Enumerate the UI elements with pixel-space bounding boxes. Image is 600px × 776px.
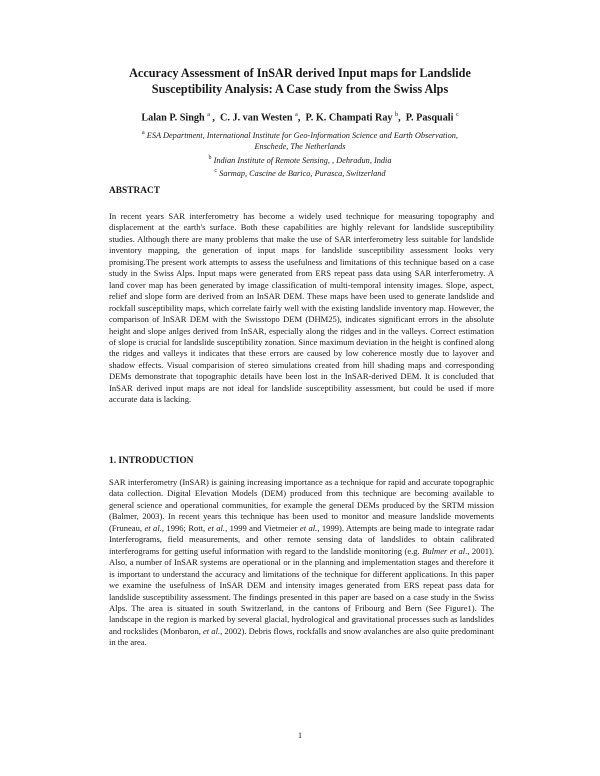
affiliation-c: $^c$ Sarmap, Cascine de Barico, Purasca, Switzerland [214, 168, 386, 178]
author-affiliation-mark: b [395, 112, 399, 118]
author-name: C. J. van Westen [220, 112, 293, 124]
title-line-1: Accuracy Assessment of InSAR derived Input maps for Landslide [129, 66, 471, 80]
affiliation-b: $^b$ Indian Institute of Remote Sensing, , Dehradun, India [208, 154, 392, 165]
author-list: Lalan P. Singh $^a$ , C. J. van Westen $^a$, P. K. Champati Ray $^b$, P. Pasquali $^c$ [141, 112, 459, 124]
introduction-heading: 1. INTRODUCTION [109, 456, 194, 466]
author-affiliation-mark: a [295, 112, 298, 118]
author-name: Lalan P. Singh [141, 112, 205, 124]
affiliations [90, 128, 510, 179]
abstract-heading: ABSTRACT [109, 186, 161, 196]
author-affiliation-mark: a [207, 112, 210, 118]
paper-title [80, 66, 520, 97]
page-number: 1 [297, 730, 303, 740]
abstract-body: In recent years SAR interferometry has become a widely used technique for measuring topography and displacement at the earth's surface. Both these capabilities are highly relevant for landslide susceptibility studies. Although there are many problems that make the use of SAR interferometry less suitable for landslide inventory mapping, the generation of input maps for landslide susceptibility assessment looks very promising.The present work attempts to assess the usefulness and limitations of this technique based on a case study in the Swiss Alps. Input maps were generated from ERS repeat pass data using SAR interferometry. A land cover map has been generated by image classification of multi-temporal intensity images. Slope, aspect, relief and slope form are derived from an InSAR DEM. These maps have been used to generate landslide and rockfall susceptibility maps, which correlate fairly well with the existing landslide inventory map. However, the comparison of InSAR DEM with the Swisstopo DEM (DHM25), indicates significant errors in the absolute height and slope anlges derived from InSAR, especially along the ridges and in the valleys. Correct estimation of slope is crucial for landslide susceptibility zonation. Since maximum deviation in the height is confined along the ridges and valleys it indicates that these errors are caused by low coherence mostly due to layover and shadow effects. Visual comparision of stereo simulations created from hill shading maps and corresponding DEMs demonstrate that topographic details have been lost in the InSAR-derived DEM. It is concluded that InSAR derived input maps are not ideal for landslide susceptibility assessment, but could be used if more accurate data is lacking. [109, 211, 494, 405]
introduction-body: SAR interferometry (InSAR) is gaining increasing importance as a technique for rapid and accurate topographic data collection. Digital Elevation Models (DEM) produced from this technique are becoming available to general science and operational communities, for example the general DEMs produced by the SRTM mission (Balmer, 2003). In recent years this technique has been used to monitor and measure landslide movements (Fruneau, et al., 1996; Rott, et al., 1999 and Vietmeier et al., 1999). Attempts are being made to integrate radar Interferograms, field measurements, and other remote sensing data of landslides to obtain calibrated interferograms for getting useful information with regard to the landslide monitoring (e.g. Bulmer et al., 2001). Also, a number of InSAR systems are operational or in the planning and implementation stages and therefore it is important to understand the accuracy and limitations of the technique for different applications. In this paper we examine the usefulness of InSAR DEM and intensity images generated from ERS repeat pass data for landslide susceptibility assessment. The findings presented in this paper are based on a case study in the Swiss Alps. The area is situated in south Switzerland, in the cantons of Fribourg and Bern (See Figure1). The landscape in the region is marked by several glacial, hydrological and gravitational processes such as landslides and rockslides (Monbaron, et al., 2002). Debris flows, rockfalls and snow avalanches are also quite predominant in the area. [109, 477, 494, 648]
affiliation-a: $^a$ ESA Department, International Institute for Geo-Information Science and Earth Observation, [142, 130, 458, 140]
author-name: P. Pasquali [405, 112, 454, 124]
author-affiliation-mark: c [456, 112, 459, 118]
title-line-2: Susceptibility Analysis: A Case study from the Swiss Alps [151, 81, 449, 96]
affiliation-a-continued: Enschede, The Netherlands [254, 142, 346, 152]
author-name: P. K. Champati Ray [305, 112, 393, 124]
